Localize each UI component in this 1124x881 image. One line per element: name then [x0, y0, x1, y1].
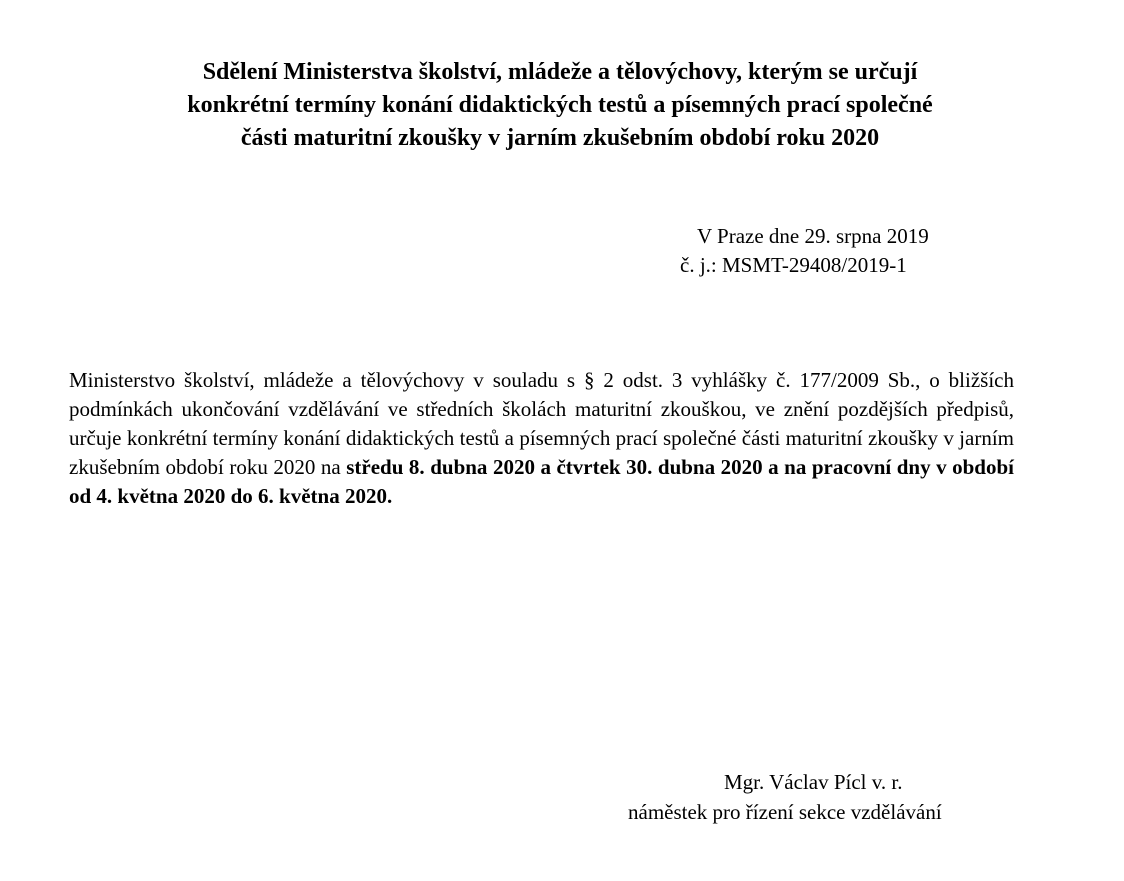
title-line-2: konkrétní termíny konání didaktických testů a písemných prací společné — [187, 92, 933, 118]
body-bold-text: středu 8. dubna 2020 a čtvrtek 30. dubna 2020 a na pracovní dny v období od 4. května 2020 do 6. května 2020. — [69, 455, 1014, 508]
title-line-1: Sdělení Ministerstva školství, mládeže a tělovýchovy, kterým se určují — [202, 59, 918, 85]
body-regular-text: Ministerstvo školství, mládeže a tělovýchovy v souladu s § 2 odst. 3 vyhlášky č. 177/2009 Sb., o bližších podmínkách ukončování vzdělávání ve středních školách maturitní zkouškou, ve znění pozdějších předpisů, určuje konkrétní termíny konání didaktických testů a písemných prací společné části maturitní zkoušky v jarním zkušebním období roku 2020 na — [69, 368, 1014, 479]
reference-block — [680, 222, 929, 280]
signature-block — [628, 767, 942, 827]
title-line-3: části maturitní zkoušky v jarním zkušebním období roku 2020 — [240, 125, 880, 151]
date-line: V Praze dne 29. srpna 2019 — [697, 224, 929, 248]
reference-number: č. j.: MSMT-29408/2019-1 — [680, 253, 907, 277]
signatory-title: náměstek pro řízení sekce vzdělávání — [628, 800, 942, 824]
document-title — [60, 56, 1060, 155]
signatory-name: Mgr. Václav Pícl v. r. — [724, 770, 903, 794]
body-paragraph — [69, 366, 1014, 511]
